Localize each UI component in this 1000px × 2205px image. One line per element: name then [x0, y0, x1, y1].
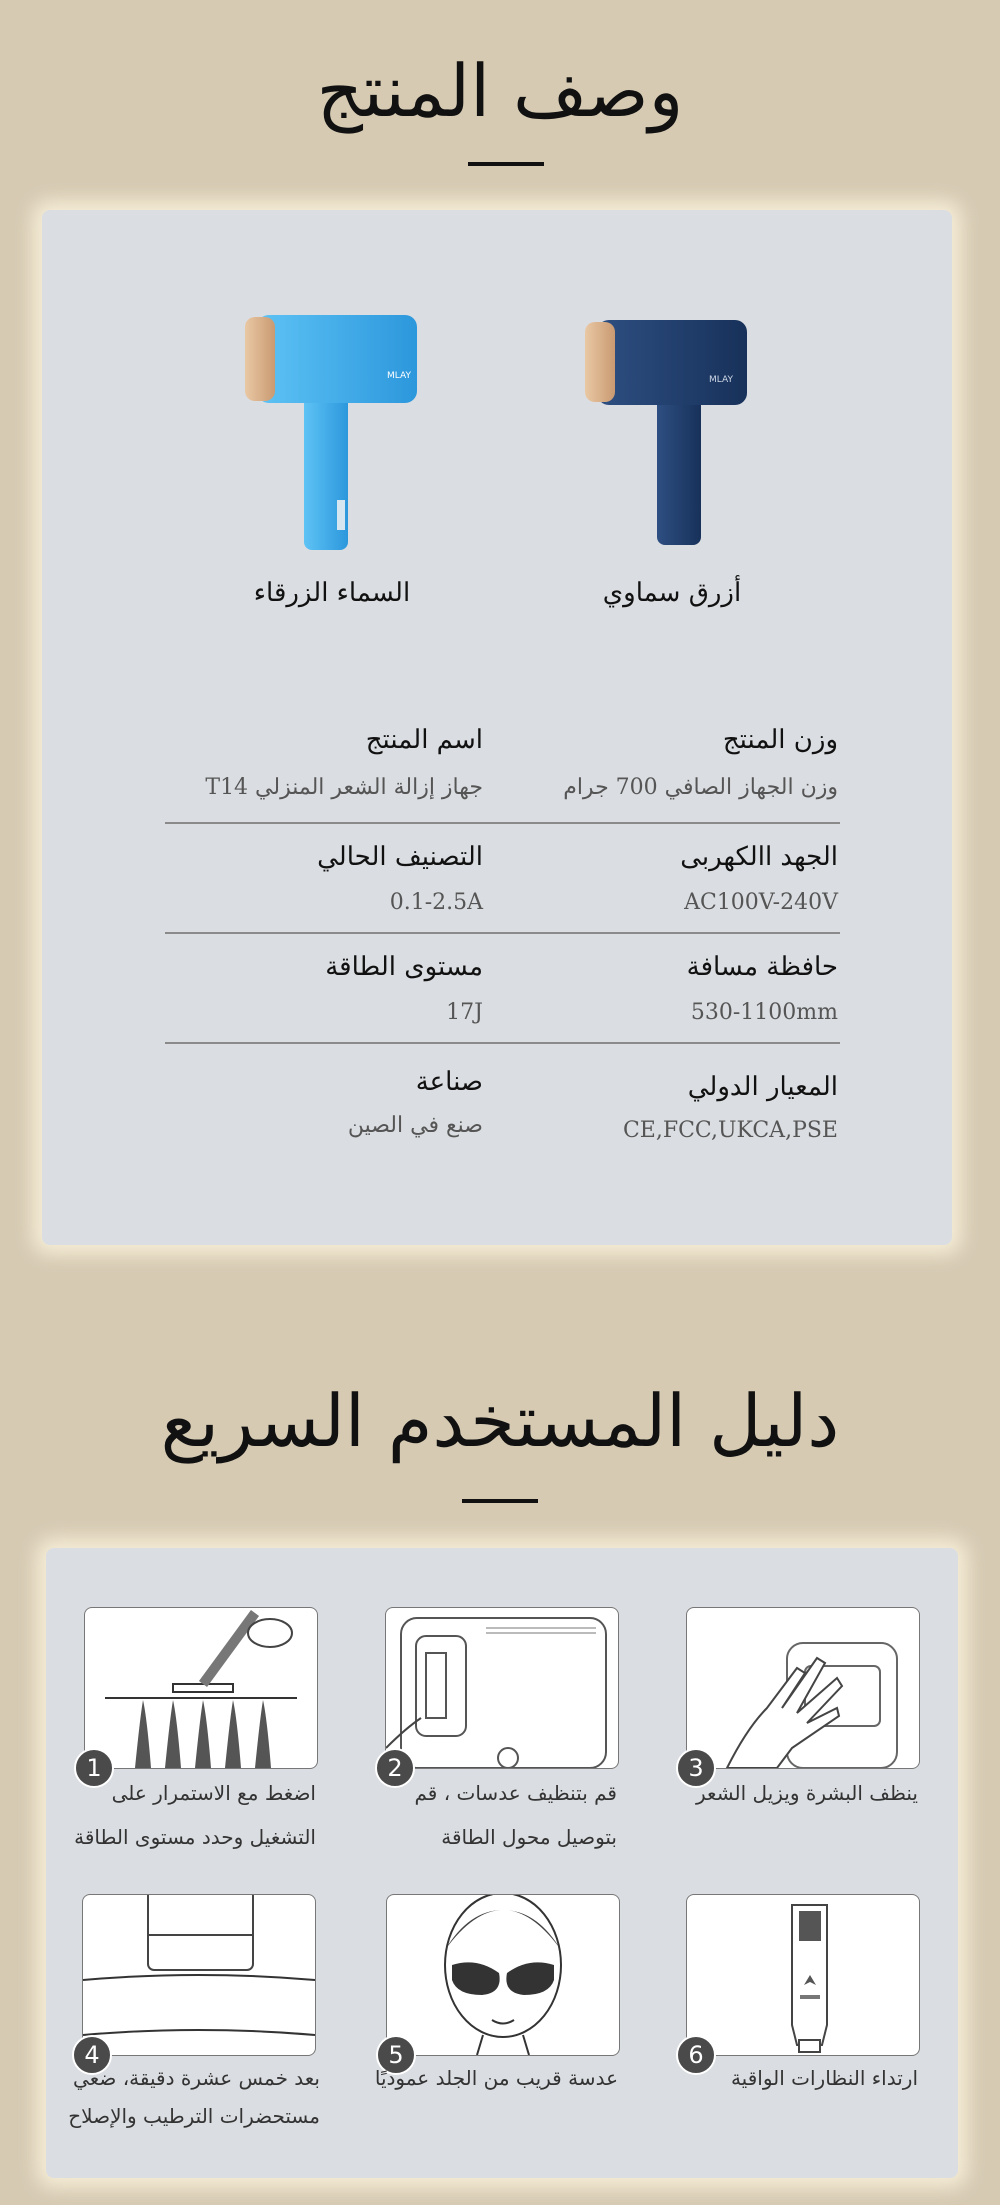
- step-5-illustration: [386, 1894, 620, 2056]
- spec-divider-1: [165, 822, 840, 824]
- step-2-number: 2: [375, 1748, 415, 1788]
- step-4-number: 4: [72, 2035, 112, 2075]
- spec-product-name-label: اسم المنتج: [365, 725, 483, 755]
- step-1-illustration: [84, 1607, 318, 1769]
- spec-energy-label: مستوى الطاقة: [325, 952, 483, 982]
- device-sky-blue-svg: [237, 305, 427, 565]
- step-6-number: 6: [676, 2035, 716, 2075]
- step-1-number: 1: [74, 1748, 114, 1788]
- guide-panel: [46, 1548, 958, 2178]
- step-6-text: ارتداء النظارات الواقية: [730, 2066, 918, 2090]
- spec-energy-value: 17J: [446, 1000, 483, 1025]
- spec-current-value: 0.1-2.5A: [389, 890, 483, 915]
- step-2-text: قم بتنظيف عدسات ، قم بتوصيل محول الطاقة: [414, 1781, 617, 1849]
- spec-voltage-label: الجهد االكهربى: [680, 842, 838, 872]
- spec-standard-label: المعيار الدولي: [687, 1072, 838, 1102]
- spec-current-label: التصنيف الحالي: [317, 842, 483, 872]
- lotion-tube-icon: [687, 1895, 919, 2055]
- step-5-text: عدسة قريب من الجلد عموديًا: [374, 2066, 618, 2090]
- shaving-icon: [85, 1608, 317, 1768]
- device-brand-mark: MLAY: [387, 371, 411, 381]
- step-3-number: 3: [676, 1748, 716, 1788]
- step-4-illustration: [82, 1894, 316, 2056]
- spec-origin-label: صناعة: [415, 1067, 483, 1097]
- spec-origin-value: صنع في الصين: [347, 1113, 483, 1138]
- hand-device-icon: [687, 1608, 919, 1768]
- description-title: وصف المنتج: [316, 49, 684, 133]
- device-navy-blue-svg: [577, 310, 757, 560]
- spec-distance-label: حافظة مسافة: [686, 952, 838, 982]
- spec-weight-value: وزن الجهاز الصافي 700 جرام: [563, 775, 838, 800]
- spec-voltage-value: AC100V-240V: [684, 890, 838, 915]
- variant-label-navy-blue: أزرق سماوي: [602, 578, 742, 608]
- step-6-illustration: [686, 1894, 920, 2056]
- spec-divider-3: [165, 1042, 840, 1044]
- device-lens-icon: [386, 1608, 618, 1768]
- step-3-text: ينظف البشرة ويزيل الشعر: [696, 1781, 918, 1805]
- spec-distance-value: 530-1100mm: [690, 1000, 838, 1025]
- step-1-text: اضغط مع الاستمرار على التشغيل وحدد مستوى الطاقة: [74, 1781, 316, 1849]
- spec-weight-label: وزن المنتج: [722, 725, 838, 755]
- step-5-number: 5: [376, 2035, 416, 2075]
- variant-label-sky-blue: السماء الزرقاء: [253, 578, 411, 608]
- step-3-illustration: [686, 1607, 920, 1769]
- device-brand-mark-navy: MLAY: [709, 375, 733, 385]
- goggles-face-icon: [387, 1895, 619, 2055]
- spec-divider-2: [165, 932, 840, 934]
- guide-title-rule: [462, 1499, 538, 1503]
- step-4-text: بعد خمس عشرة دقيقة، ضعي مستحضرات الترطيب والإصلاح: [68, 2066, 320, 2128]
- step-2-illustration: [385, 1607, 619, 1769]
- description-panel: [42, 210, 952, 1245]
- spec-product-name-value: جهاز إزالة الشعر المنزلي T14: [205, 775, 483, 800]
- skin-flash-icon: [83, 1895, 315, 2055]
- device-image-sky-blue: [237, 305, 427, 565]
- spec-standard-value: CE,FCC,UKCA,PSE: [622, 1118, 838, 1143]
- description-title-rule: [468, 162, 544, 166]
- device-image-navy-blue: [577, 310, 757, 560]
- guide-title: دليل المستخدم السريع: [160, 1379, 840, 1463]
